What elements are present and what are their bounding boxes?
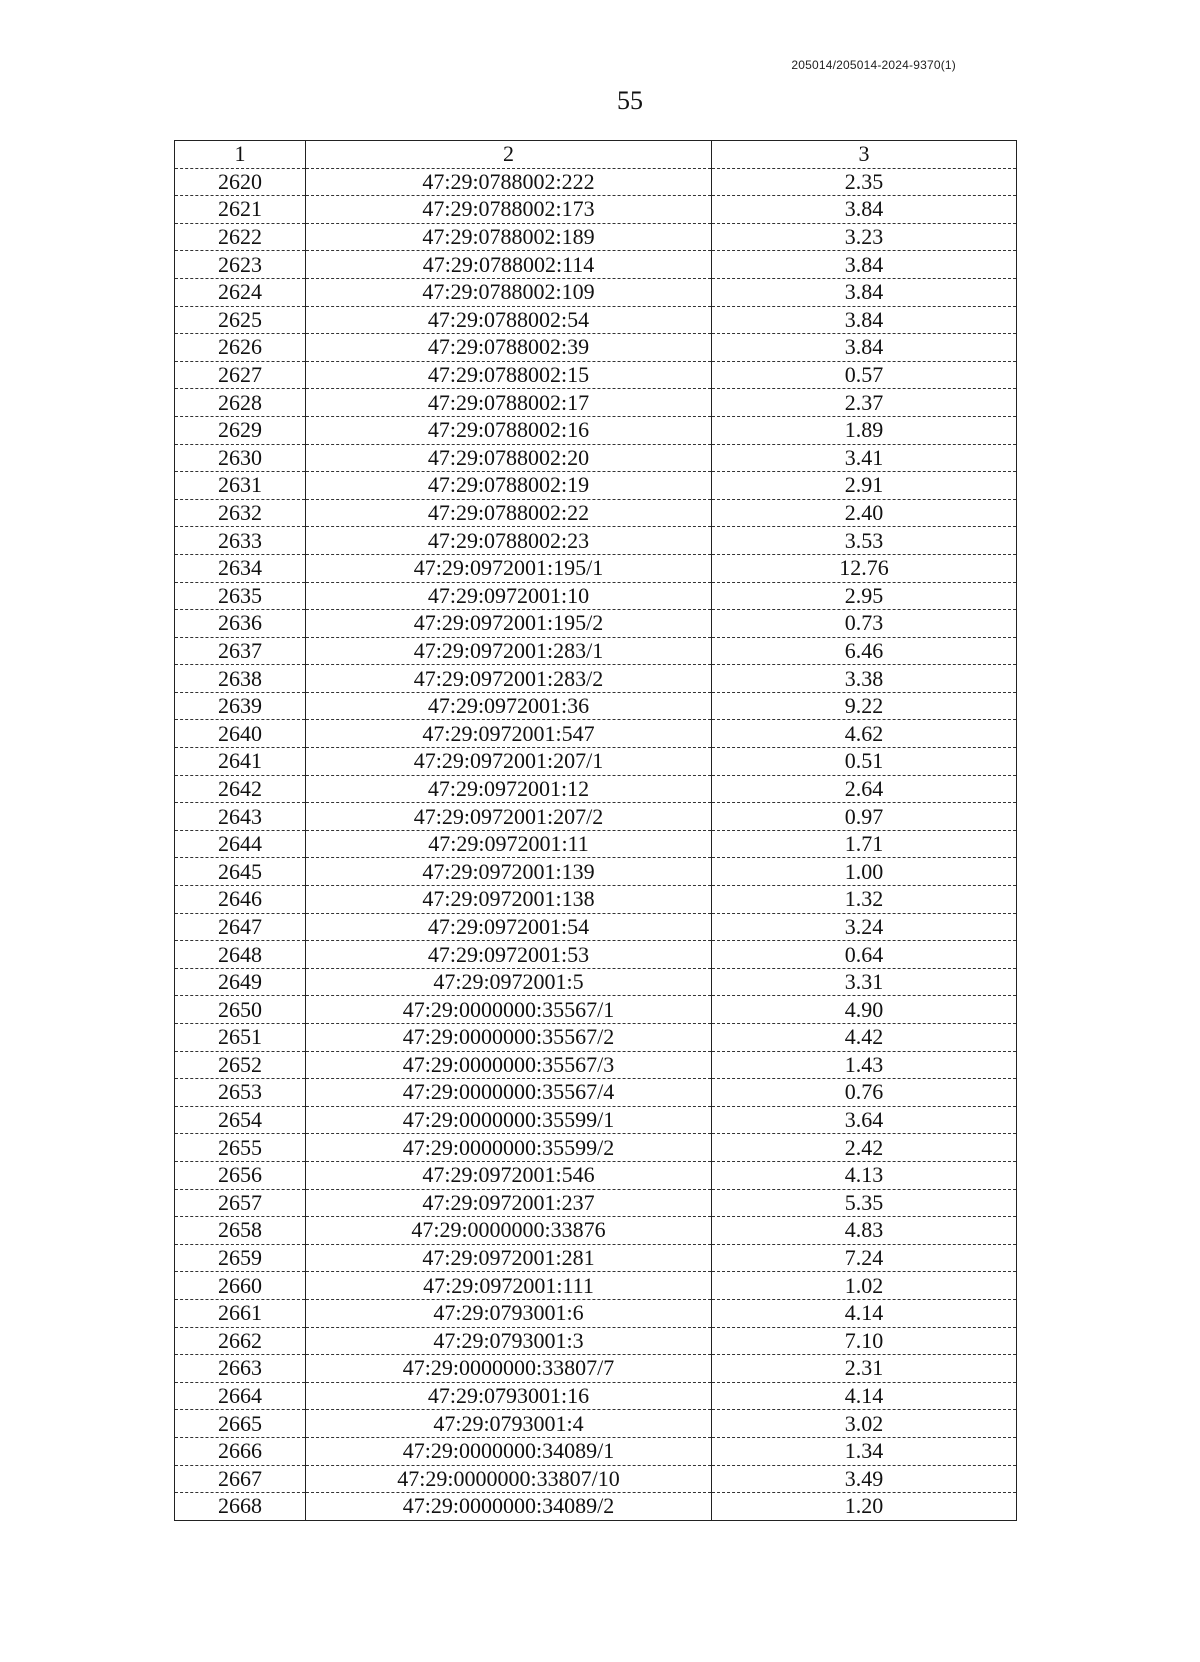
row-number-cell: 2637 bbox=[175, 637, 306, 665]
row-number-cell: 2633 bbox=[175, 527, 306, 555]
cadastral-number-cell: 47:29:0972001:111 bbox=[306, 1272, 712, 1300]
table-row bbox=[175, 1244, 1017, 1272]
table-row bbox=[175, 278, 1017, 306]
cadastral-number-cell: 47:29:0972001:54 bbox=[306, 913, 712, 941]
area-value-cell: 2.42 bbox=[712, 1134, 1017, 1162]
area-value-cell: 2.35 bbox=[712, 168, 1017, 196]
cadastral-number-cell: 47:29:0788002:189 bbox=[306, 223, 712, 251]
row-number-cell: 2635 bbox=[175, 582, 306, 610]
table-row bbox=[175, 472, 1017, 500]
row-number-cell: 2658 bbox=[175, 1217, 306, 1245]
cadastral-number-cell: 47:29:0788002:54 bbox=[306, 306, 712, 334]
row-number-cell: 2659 bbox=[175, 1244, 306, 1272]
column-header-3: 3 bbox=[712, 141, 1017, 169]
row-number-cell: 2656 bbox=[175, 1161, 306, 1189]
row-number-cell: 2652 bbox=[175, 1051, 306, 1079]
area-value-cell: 7.24 bbox=[712, 1244, 1017, 1272]
table-row bbox=[175, 168, 1017, 196]
area-value-cell: 1.89 bbox=[712, 416, 1017, 444]
cadastral-number-cell: 47:29:0972001:5 bbox=[306, 968, 712, 996]
area-value-cell: 1.43 bbox=[712, 1051, 1017, 1079]
cadastral-number-cell: 47:29:0000000:33807/7 bbox=[306, 1355, 712, 1383]
area-value-cell: 1.02 bbox=[712, 1272, 1017, 1300]
table-row bbox=[175, 1106, 1017, 1134]
area-value-cell: 0.64 bbox=[712, 941, 1017, 969]
table-row bbox=[175, 582, 1017, 610]
row-number-cell: 2661 bbox=[175, 1299, 306, 1327]
table-row bbox=[175, 1382, 1017, 1410]
cadastral-number-cell: 47:29:0000000:33876 bbox=[306, 1217, 712, 1245]
cadastral-number-cell: 47:29:0000000:35567/2 bbox=[306, 1024, 712, 1052]
table-row bbox=[175, 251, 1017, 279]
row-number-cell: 2641 bbox=[175, 748, 306, 776]
table-row bbox=[175, 1161, 1017, 1189]
table-row bbox=[175, 1355, 1017, 1383]
cadastral-number-cell: 47:29:0972001:283/2 bbox=[306, 665, 712, 693]
area-value-cell: 12.76 bbox=[712, 554, 1017, 582]
area-value-cell: 3.24 bbox=[712, 913, 1017, 941]
area-value-cell: 3.64 bbox=[712, 1106, 1017, 1134]
area-value-cell: 9.22 bbox=[712, 692, 1017, 720]
cadastral-number-cell: 47:29:0788002:109 bbox=[306, 278, 712, 306]
area-value-cell: 3.23 bbox=[712, 223, 1017, 251]
area-value-cell: 4.14 bbox=[712, 1299, 1017, 1327]
table-row bbox=[175, 1410, 1017, 1438]
column-header-1: 1 bbox=[175, 141, 306, 169]
cadastral-number-cell: 47:29:0972001:36 bbox=[306, 692, 712, 720]
cadastral-number-cell: 47:29:0972001:546 bbox=[306, 1161, 712, 1189]
cadastral-number-cell: 47:29:0972001:283/1 bbox=[306, 637, 712, 665]
area-value-cell: 1.20 bbox=[712, 1493, 1017, 1521]
row-number-cell: 2644 bbox=[175, 830, 306, 858]
row-number-cell: 2640 bbox=[175, 720, 306, 748]
cadastral-number-cell: 47:29:0788002:114 bbox=[306, 251, 712, 279]
area-value-cell: 7.10 bbox=[712, 1327, 1017, 1355]
table-row bbox=[175, 1327, 1017, 1355]
row-number-cell: 2663 bbox=[175, 1355, 306, 1383]
area-value-cell: 1.71 bbox=[712, 830, 1017, 858]
cadastral-number-cell: 47:29:0000000:34089/2 bbox=[306, 1493, 712, 1521]
row-number-cell: 2649 bbox=[175, 968, 306, 996]
cadastral-number-cell: 47:29:0788002:20 bbox=[306, 444, 712, 472]
table-row bbox=[175, 1134, 1017, 1162]
cadastral-number-cell: 47:29:0972001:195/1 bbox=[306, 554, 712, 582]
cadastral-number-cell: 47:29:0788002:19 bbox=[306, 472, 712, 500]
table-row bbox=[175, 1217, 1017, 1245]
row-number-cell: 2651 bbox=[175, 1024, 306, 1052]
cadastral-number-cell: 47:29:0000000:35599/1 bbox=[306, 1106, 712, 1134]
table-row bbox=[175, 803, 1017, 831]
area-value-cell: 0.57 bbox=[712, 361, 1017, 389]
table-row bbox=[175, 527, 1017, 555]
table-row bbox=[175, 610, 1017, 638]
cadastral-number-cell: 47:29:0972001:207/2 bbox=[306, 803, 712, 831]
row-number-cell: 2662 bbox=[175, 1327, 306, 1355]
area-value-cell: 2.40 bbox=[712, 499, 1017, 527]
table-row bbox=[175, 196, 1017, 224]
area-value-cell: 1.34 bbox=[712, 1437, 1017, 1465]
row-number-cell: 2629 bbox=[175, 416, 306, 444]
cadastral-number-cell: 47:29:0972001:207/1 bbox=[306, 748, 712, 776]
area-value-cell: 3.84 bbox=[712, 334, 1017, 362]
row-number-cell: 2620 bbox=[175, 168, 306, 196]
table-header-row bbox=[175, 141, 1017, 169]
table-row bbox=[175, 720, 1017, 748]
cadastral-number-cell: 47:29:0972001:195/2 bbox=[306, 610, 712, 638]
document-id: 205014/205014-2024-9370(1) bbox=[791, 58, 956, 72]
cadastral-number-cell: 47:29:0000000:35567/1 bbox=[306, 996, 712, 1024]
cadastral-number-cell: 47:29:0793001:4 bbox=[306, 1410, 712, 1438]
area-value-cell: 3.41 bbox=[712, 444, 1017, 472]
area-value-cell: 4.14 bbox=[712, 1382, 1017, 1410]
table-body bbox=[175, 168, 1017, 1520]
row-number-cell: 2650 bbox=[175, 996, 306, 1024]
table-row bbox=[175, 1465, 1017, 1493]
table-row bbox=[175, 858, 1017, 886]
row-number-cell: 2660 bbox=[175, 1272, 306, 1300]
table-row bbox=[175, 223, 1017, 251]
table-row bbox=[175, 886, 1017, 914]
table-row bbox=[175, 748, 1017, 776]
table-row bbox=[175, 1272, 1017, 1300]
table-row bbox=[175, 1493, 1017, 1521]
row-number-cell: 2624 bbox=[175, 278, 306, 306]
row-number-cell: 2623 bbox=[175, 251, 306, 279]
table-row bbox=[175, 968, 1017, 996]
row-number-cell: 2655 bbox=[175, 1134, 306, 1162]
column-header-2: 2 bbox=[306, 141, 712, 169]
area-value-cell: 1.32 bbox=[712, 886, 1017, 914]
table-row bbox=[175, 665, 1017, 693]
cadastral-number-cell: 47:29:0788002:222 bbox=[306, 168, 712, 196]
row-number-cell: 2627 bbox=[175, 361, 306, 389]
area-value-cell: 0.97 bbox=[712, 803, 1017, 831]
table-row bbox=[175, 830, 1017, 858]
row-number-cell: 2646 bbox=[175, 886, 306, 914]
cadastral-number-cell: 47:29:0788002:17 bbox=[306, 389, 712, 417]
row-number-cell: 2634 bbox=[175, 554, 306, 582]
row-number-cell: 2625 bbox=[175, 306, 306, 334]
cadastral-number-cell: 47:29:0972001:237 bbox=[306, 1189, 712, 1217]
table-row bbox=[175, 692, 1017, 720]
area-value-cell: 3.84 bbox=[712, 196, 1017, 224]
cadastral-number-cell: 47:29:0793001:3 bbox=[306, 1327, 712, 1355]
cadastral-number-cell: 47:29:0788002:22 bbox=[306, 499, 712, 527]
cadastral-number-cell: 47:29:0000000:35567/3 bbox=[306, 1051, 712, 1079]
table-row bbox=[175, 306, 1017, 334]
cadastral-number-cell: 47:29:0793001:6 bbox=[306, 1299, 712, 1327]
row-number-cell: 2622 bbox=[175, 223, 306, 251]
cadastral-number-cell: 47:29:0972001:138 bbox=[306, 886, 712, 914]
table-row bbox=[175, 361, 1017, 389]
cadastral-number-cell: 47:29:0793001:16 bbox=[306, 1382, 712, 1410]
area-value-cell: 4.90 bbox=[712, 996, 1017, 1024]
table-row bbox=[175, 941, 1017, 969]
table-row bbox=[175, 444, 1017, 472]
area-value-cell: 3.38 bbox=[712, 665, 1017, 693]
area-value-cell: 0.76 bbox=[712, 1079, 1017, 1107]
area-value-cell: 2.91 bbox=[712, 472, 1017, 500]
row-number-cell: 2648 bbox=[175, 941, 306, 969]
row-number-cell: 2632 bbox=[175, 499, 306, 527]
row-number-cell: 2647 bbox=[175, 913, 306, 941]
cadastral-number-cell: 47:29:0788002:173 bbox=[306, 196, 712, 224]
area-value-cell: 4.13 bbox=[712, 1161, 1017, 1189]
cadastral-number-cell: 47:29:0972001:11 bbox=[306, 830, 712, 858]
page-number: 55 bbox=[617, 86, 643, 115]
area-value-cell: 3.84 bbox=[712, 306, 1017, 334]
table-row bbox=[175, 389, 1017, 417]
cadastral-number-cell: 47:29:0788002:39 bbox=[306, 334, 712, 362]
row-number-cell: 2667 bbox=[175, 1465, 306, 1493]
table-header bbox=[175, 141, 1017, 169]
row-number-cell: 2668 bbox=[175, 1493, 306, 1521]
row-number-cell: 2666 bbox=[175, 1437, 306, 1465]
area-value-cell: 2.31 bbox=[712, 1355, 1017, 1383]
row-number-cell: 2631 bbox=[175, 472, 306, 500]
cadastral-number-cell: 47:29:0972001:139 bbox=[306, 858, 712, 886]
table-row bbox=[175, 1051, 1017, 1079]
area-value-cell: 3.49 bbox=[712, 1465, 1017, 1493]
area-value-cell: 3.53 bbox=[712, 527, 1017, 555]
area-value-cell: 2.37 bbox=[712, 389, 1017, 417]
cadastral-number-cell: 47:29:0972001:53 bbox=[306, 941, 712, 969]
table-row bbox=[175, 1079, 1017, 1107]
row-number-cell: 2642 bbox=[175, 775, 306, 803]
area-value-cell: 3.02 bbox=[712, 1410, 1017, 1438]
cadastral-number-cell: 47:29:0000000:33807/10 bbox=[306, 1465, 712, 1493]
area-value-cell: 4.83 bbox=[712, 1217, 1017, 1245]
table-row bbox=[175, 1299, 1017, 1327]
area-value-cell: 3.31 bbox=[712, 968, 1017, 996]
area-value-cell: 0.73 bbox=[712, 610, 1017, 638]
row-number-cell: 2638 bbox=[175, 665, 306, 693]
cadastral-number-cell: 47:29:0972001:281 bbox=[306, 1244, 712, 1272]
cadastral-number-cell: 47:29:0788002:16 bbox=[306, 416, 712, 444]
table-row bbox=[175, 416, 1017, 444]
table-row bbox=[175, 1437, 1017, 1465]
table-row bbox=[175, 499, 1017, 527]
table-row bbox=[175, 1024, 1017, 1052]
row-number-cell: 2654 bbox=[175, 1106, 306, 1134]
area-value-cell: 3.84 bbox=[712, 278, 1017, 306]
cadastral-number-cell: 47:29:0972001:12 bbox=[306, 775, 712, 803]
row-number-cell: 2645 bbox=[175, 858, 306, 886]
row-number-cell: 2621 bbox=[175, 196, 306, 224]
table-row bbox=[175, 334, 1017, 362]
row-number-cell: 2664 bbox=[175, 1382, 306, 1410]
row-number-cell: 2630 bbox=[175, 444, 306, 472]
parcel-table bbox=[174, 140, 1017, 1521]
cadastral-number-cell: 47:29:0000000:35599/2 bbox=[306, 1134, 712, 1162]
table-row bbox=[175, 554, 1017, 582]
row-number-cell: 2639 bbox=[175, 692, 306, 720]
cadastral-number-cell: 47:29:0972001:547 bbox=[306, 720, 712, 748]
area-value-cell: 3.84 bbox=[712, 251, 1017, 279]
cadastral-number-cell: 47:29:0000000:35567/4 bbox=[306, 1079, 712, 1107]
table-row bbox=[175, 996, 1017, 1024]
area-value-cell: 6.46 bbox=[712, 637, 1017, 665]
cadastral-number-cell: 47:29:0000000:34089/1 bbox=[306, 1437, 712, 1465]
row-number-cell: 2653 bbox=[175, 1079, 306, 1107]
area-value-cell: 4.42 bbox=[712, 1024, 1017, 1052]
area-value-cell: 4.62 bbox=[712, 720, 1017, 748]
cadastral-number-cell: 47:29:0972001:10 bbox=[306, 582, 712, 610]
row-number-cell: 2626 bbox=[175, 334, 306, 362]
cadastral-number-cell: 47:29:0788002:23 bbox=[306, 527, 712, 555]
row-number-cell: 2665 bbox=[175, 1410, 306, 1438]
table-row bbox=[175, 1189, 1017, 1217]
row-number-cell: 2628 bbox=[175, 389, 306, 417]
row-number-cell: 2636 bbox=[175, 610, 306, 638]
row-number-cell: 2643 bbox=[175, 803, 306, 831]
table-row bbox=[175, 775, 1017, 803]
area-value-cell: 1.00 bbox=[712, 858, 1017, 886]
area-value-cell: 2.95 bbox=[712, 582, 1017, 610]
cadastral-number-cell: 47:29:0788002:15 bbox=[306, 361, 712, 389]
table-row bbox=[175, 637, 1017, 665]
table-row bbox=[175, 913, 1017, 941]
area-value-cell: 2.64 bbox=[712, 775, 1017, 803]
area-value-cell: 0.51 bbox=[712, 748, 1017, 776]
row-number-cell: 2657 bbox=[175, 1189, 306, 1217]
area-value-cell: 5.35 bbox=[712, 1189, 1017, 1217]
